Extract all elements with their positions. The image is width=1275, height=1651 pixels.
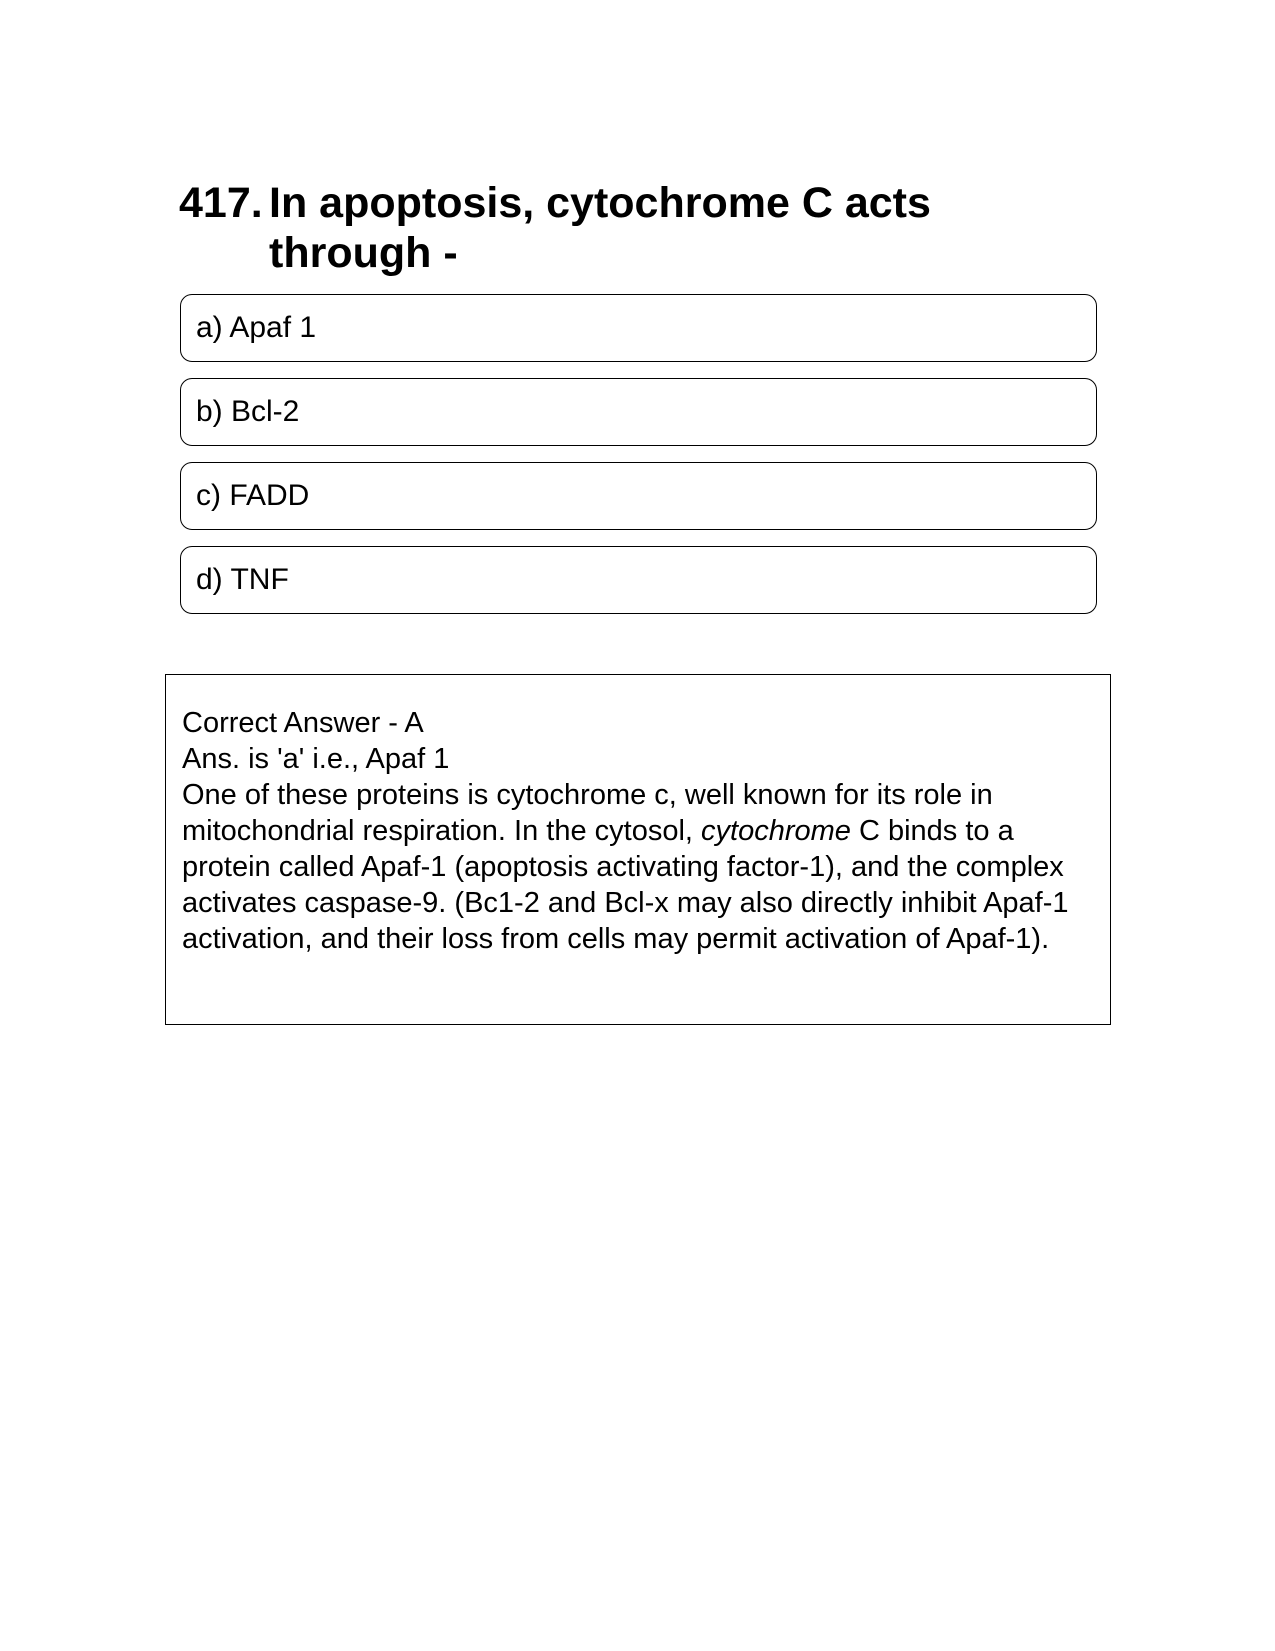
question-text: In apoptosis, cytochrome C acts through -	[269, 179, 931, 277]
correct-answer-line: Correct Answer - A	[182, 707, 424, 739]
option-c[interactable]: c) FADD	[180, 462, 1097, 530]
explanation-italic: cytochrome	[701, 815, 851, 847]
explanation-part-2: C binds to a protein called Apaf-1 (apoptosis activating factor-1), and the complex activates caspase-9. (Bc1-2 and Bcl-x may also directly inhibit Apaf-1 activation, and their loss from cells may permit activation of Apaf-1).	[182, 815, 1069, 955]
answer-explanation-box	[165, 674, 1111, 1025]
options-list	[180, 294, 1097, 630]
explanation-text	[182, 777, 1094, 957]
answer-summary-line: Ans. is 'a' i.e., Apaf 1	[182, 743, 450, 775]
option-d[interactable]: d) TNF	[180, 546, 1097, 614]
question-number: 417.	[179, 179, 263, 227]
option-a[interactable]: a) Apaf 1	[180, 294, 1097, 362]
option-b[interactable]: b) Bcl-2	[180, 378, 1097, 446]
explanation-part-1: One of these proteins is cytochrome c, well known for its role in mitochondrial respiration. In the cytosol,	[182, 779, 993, 847]
question-heading	[179, 178, 1099, 278]
